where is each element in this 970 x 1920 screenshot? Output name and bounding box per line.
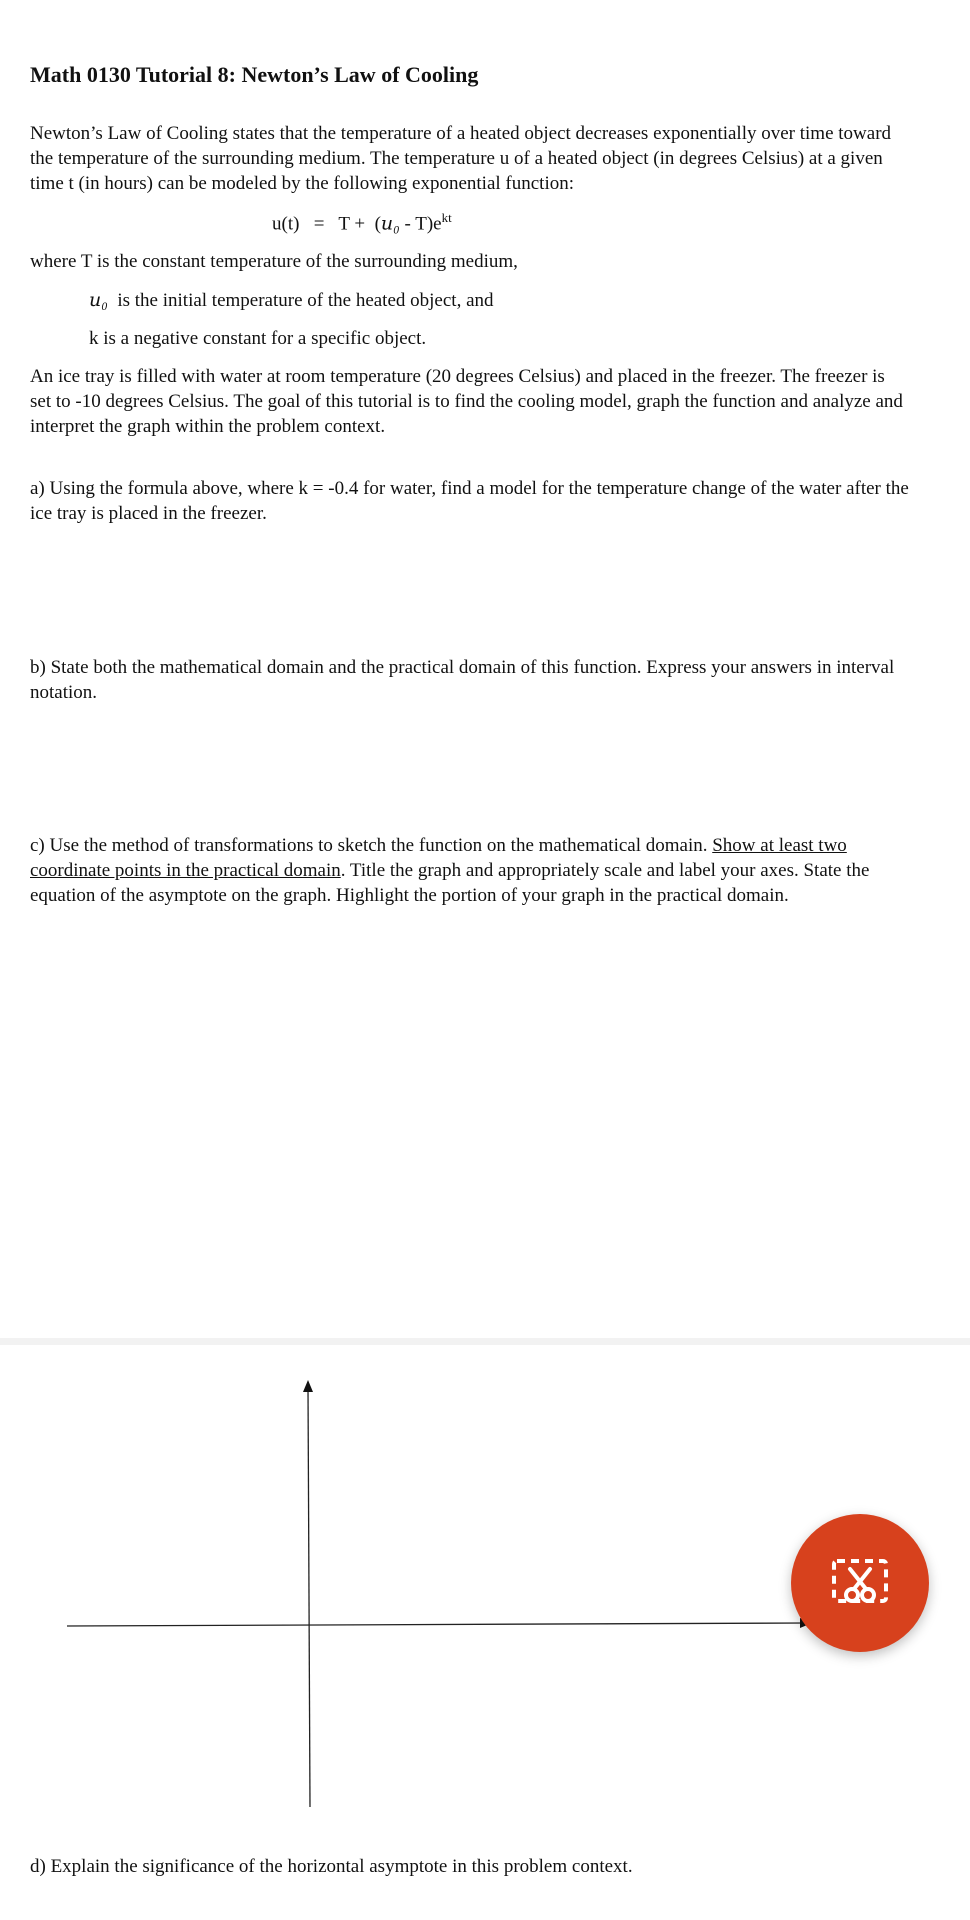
cooling-formula: u(t) = T + (𝑢₀ - $T)e^{kt}$: [272, 210, 452, 235]
definition-k: k is a negative constant for a specific object.: [89, 328, 427, 349]
question-c-end: . Title the graph and appropriately scale and label your axes. State the equation of the asymptote on the graph. Highlight the portion of your graph in the practical domain.: [30, 860, 870, 906]
question-c-start: c) Use the method of transformations to sketch the function on the mathematical domain.: [30, 835, 713, 856]
formula-exponent: kt: [441, 210, 452, 225]
page-title: Math 0130 Tutorial 8: Newton’s Law of Cooling: [30, 62, 479, 87]
screenshot-tool-button[interactable]: [791, 1514, 929, 1652]
definition-u0-var: 𝑢₀: [89, 290, 108, 311]
question-a: a) Using the formula above, where k = -0.4 for water, find a model for the temperature change of the water after the ice tray is placed in the freezer.: [30, 478, 909, 524]
intro-paragraph: Newton’s Law of Cooling states that the temperature of a heated object decreases exponentially over time toward the temperature of the surrounding medium. The temperature u of a heated object (in degrees Celsius) at a given time t (in hours) can be modeled by the following exponential function:: [30, 123, 892, 194]
definition-T: where T is the constant temperature of the surrounding medium,: [30, 251, 518, 272]
y-axis: [308, 1388, 310, 1807]
question-c-underlined: Show at least two coordinate points in the practical domain: [30, 835, 847, 881]
formula-rhs-start: T +: [338, 213, 366, 235]
question-c: [30, 833, 910, 908]
formula-rhs-end: - T)e: [404, 213, 442, 235]
screenshot-scissors-icon: [828, 1555, 892, 1611]
x-axis: [67, 1623, 806, 1626]
question-d: d) Explain the significance of the horizontal asymptote in this problem context.: [30, 1856, 633, 1877]
formula-lhs: u(t): [272, 213, 300, 235]
formula-equals: =: [313, 213, 325, 235]
y-axis-arrowhead: [303, 1380, 313, 1392]
formula-u0: 𝑢₀: [380, 213, 400, 235]
ice-tray-paragraph: An ice tray is filled with water at room temperature (20 degrees Celsius) and placed in the freezer. The freezer is set to -10 degrees Celsius. The goal of this tutorial is to find the cooling model, graph the function and analyze and interpret the graph within the problem context.: [30, 366, 903, 437]
definition-u0-text: is the initial temperature of the heated object, and: [117, 290, 494, 311]
definition-u0: [89, 288, 969, 313]
question-b: b) State both the mathematical domain and the practical domain of this function. Express your answers in interval notation.: [30, 657, 895, 703]
